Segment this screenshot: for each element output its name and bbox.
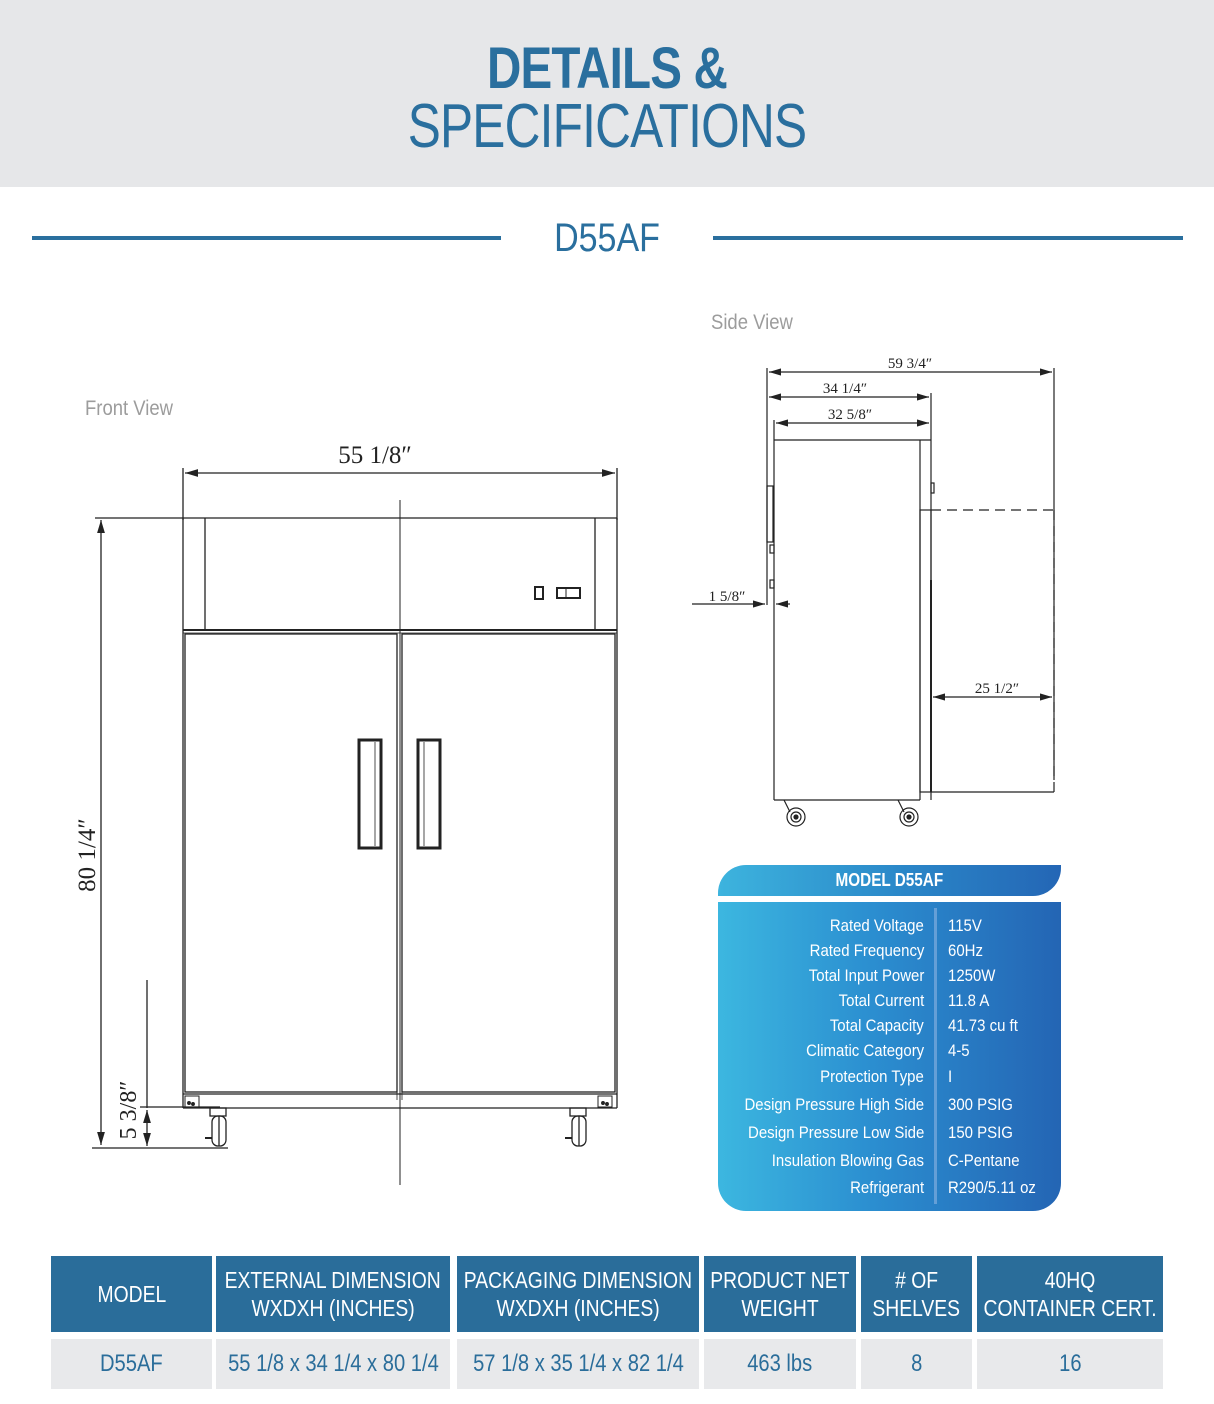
table-cell-container-cert: 16 [977,1339,1163,1389]
side-view-drawing [692,368,1054,826]
page-title-line2: SPECIFICATIONS [407,92,807,161]
caster-height-dim: 5 3/8″ [116,1080,142,1140]
side-door-open-depth-dim: 59 3/4″ [887,356,933,372]
table-cell-shelves: 8 [861,1339,972,1389]
front-view-drawing [92,468,617,1185]
spec-card-title: MODEL D55AF [718,865,1061,896]
front-width-dim: 55 1/8″ [338,442,412,469]
spec-row: Insulation Blowing Gas C-Pentane [771,1150,1020,1170]
spec-row: Total Current 11.8 A [838,990,990,1010]
table-header-packaging-dimension: PACKAGING DIMENSION WXDXH (INCHES) [457,1256,699,1332]
side-door-swing-dim: 25 1/2″ [974,681,1020,697]
table-cell-external-dimension: 55 1/8 x 34 1/4 x 80 1/4 [216,1339,450,1389]
table-cell-packaging-dimension: 57 1/8 x 35 1/4 x 82 1/4 [457,1339,699,1389]
table-header-container-cert: 40HQ CONTAINER CERT. [977,1256,1163,1332]
table-header-model: MODEL [51,1256,212,1332]
spec-row: Refrigerant R290/5.11 oz [849,1177,1036,1197]
spec-row: Climatic Category 4-5 [805,1040,970,1060]
front-height-dim: 80 1/4″ [74,818,101,892]
spec-row: Protection Type I [820,1067,953,1086]
spec-row: Rated Frequency 60Hz [809,940,983,960]
side-view-label: Side View [711,311,793,334]
front-view-label: Front View [85,397,173,420]
spec-row: Total Capacity 41.73 cu ft [830,1015,1018,1035]
spec-row: Rated Voltage 115V [830,915,982,935]
spec-row: Total Input Power 1250W [808,965,996,985]
table-header-shelves: # OF SHELVES [861,1256,972,1332]
side-handle-depth-dim: 1 5/8″ [708,589,746,605]
spec-card-body [718,902,1061,1211]
spec-row: Design Pressure Low Side 150 PSIG [747,1123,1013,1142]
page-title-line1: DETAILS & [486,36,728,101]
spec-row: Design Pressure High Side 300 PSIG [744,1095,1013,1114]
table-cell-model: D55AF [51,1339,212,1389]
table-cell-net-weight: 463 lbs [704,1339,856,1389]
table-header-net-weight: PRODUCT NET WEIGHT [704,1256,856,1332]
side-overall-depth-dim: 34 1/4″ [822,381,868,397]
side-cabinet-depth-dim: 32 5/8″ [827,407,873,423]
table-header-external-dimension: EXTERNAL DIMENSION WXDXH (INCHES) [216,1256,450,1332]
model-heading: D55AF [554,216,660,260]
spec-card [718,865,1061,1211]
